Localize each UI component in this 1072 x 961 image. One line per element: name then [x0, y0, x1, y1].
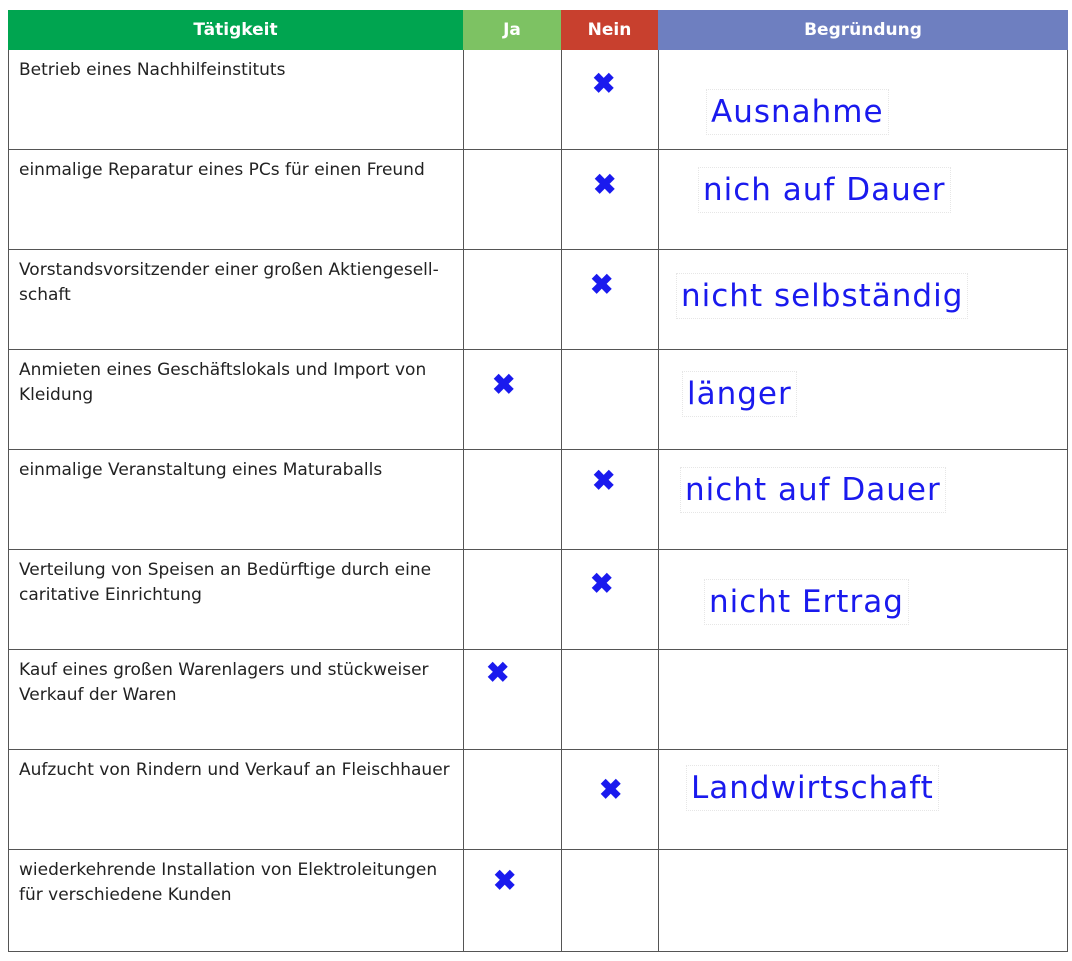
yes-cell[interactable]	[463, 750, 561, 849]
yes-cell[interactable]	[463, 550, 561, 649]
activity-cell: einmalige Reparatur eines PCs für einen Freund	[8, 150, 463, 249]
no-cell[interactable]	[561, 350, 658, 449]
activity-cell: Kauf eines großen Warenlagers und stückweiser Verkauf der Waren	[8, 650, 463, 749]
table-row	[8, 650, 1068, 750]
yes-cell[interactable]	[463, 350, 561, 449]
no-cell[interactable]	[561, 750, 658, 849]
table-row	[8, 750, 1068, 850]
reason-cell[interactable]	[658, 750, 1068, 849]
header-yes: Ja	[463, 10, 561, 50]
header-reason: Begründung	[658, 10, 1068, 50]
reason-cell[interactable]	[658, 350, 1068, 449]
reason-cell[interactable]	[658, 550, 1068, 649]
yes-cell[interactable]	[463, 50, 561, 149]
no-cell[interactable]	[561, 450, 658, 549]
cross-mark-icon: ✖	[590, 568, 614, 599]
table-row	[8, 150, 1068, 250]
reason-text[interactable]: Ausnahme	[707, 90, 888, 134]
table-row	[8, 550, 1068, 650]
table-row	[8, 250, 1068, 350]
reason-cell[interactable]	[658, 850, 1068, 951]
activity-cell: Betrieb eines Nachhilfeinstituts	[8, 50, 463, 149]
reason-text[interactable]: nicht auf Dauer	[681, 468, 945, 512]
yes-cell[interactable]	[463, 650, 561, 749]
cross-mark-icon: ✖	[592, 465, 616, 496]
cross-mark-icon: ✖	[599, 774, 623, 805]
table-header	[8, 10, 1068, 50]
cross-mark-icon: ✖	[592, 68, 616, 99]
table-row	[8, 850, 1068, 952]
header-activity: Tätigkeit	[8, 10, 463, 50]
activity-cell: Vorstandsvorsitzender einer großen Aktiengesell- schaft	[8, 250, 463, 349]
table-row	[8, 50, 1068, 150]
activity-cell: Aufzucht von Rindern und Verkauf an Fleischhauer	[8, 750, 463, 849]
reason-text[interactable]: nicht selbständig	[677, 274, 967, 318]
no-cell[interactable]	[561, 550, 658, 649]
activity-cell: Verteilung von Speisen an Bedürftige durch eine caritative Einrichtung	[8, 550, 463, 649]
reason-cell[interactable]	[658, 250, 1068, 349]
reason-text[interactable]: Landwirtschaft	[687, 766, 938, 810]
reason-cell[interactable]	[658, 650, 1068, 749]
no-cell[interactable]	[561, 250, 658, 349]
yes-cell[interactable]	[463, 450, 561, 549]
cross-mark-icon: ✖	[486, 657, 510, 688]
cross-mark-icon: ✖	[590, 269, 614, 300]
table-row	[8, 350, 1068, 450]
activity-cell: einmalige Veranstaltung eines Maturaballs	[8, 450, 463, 549]
header-no: Nein	[561, 10, 658, 50]
reason-cell[interactable]	[658, 450, 1068, 549]
table-row	[8, 450, 1068, 550]
yes-cell[interactable]	[463, 150, 561, 249]
yes-cell[interactable]	[463, 850, 561, 951]
no-cell[interactable]	[561, 50, 658, 149]
reason-cell[interactable]	[658, 50, 1068, 149]
activity-cell: wiederkehrende Installation von Elektroleitungen für verschiedene Kunden	[8, 850, 463, 951]
reason-text[interactable]: länger	[683, 372, 796, 416]
yes-cell[interactable]	[463, 250, 561, 349]
cross-mark-icon: ✖	[593, 169, 617, 200]
no-cell[interactable]	[561, 650, 658, 749]
reason-cell[interactable]	[658, 150, 1068, 249]
cross-mark-icon: ✖	[492, 369, 516, 400]
no-cell[interactable]	[561, 150, 658, 249]
reason-text[interactable]: nich auf Dauer	[699, 168, 950, 212]
activity-cell: Anmieten eines Geschäftslokals und Import von Kleidung	[8, 350, 463, 449]
cross-mark-icon: ✖	[493, 865, 517, 896]
activity-table	[8, 10, 1068, 952]
no-cell[interactable]	[561, 850, 658, 951]
reason-text[interactable]: nicht Ertrag	[705, 580, 908, 624]
